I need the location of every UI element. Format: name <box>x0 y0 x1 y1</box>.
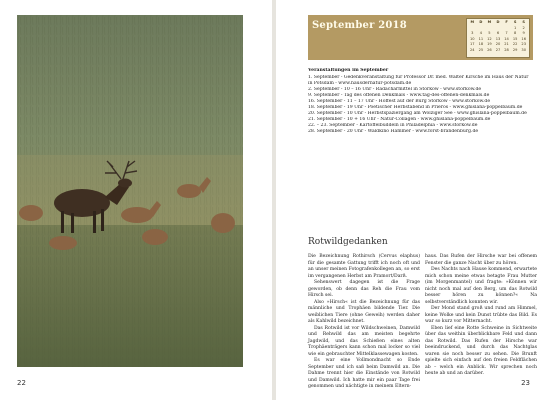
article-title: Rotwildgedanken <box>308 237 388 247</box>
calendar-day: 29 <box>512 47 518 52</box>
article-paragraph: Sehenswert dagegen ist die Frage geworden, ob denn das Reh die Frau vom Hirsch sei. <box>308 280 420 298</box>
calendar-day: 6 <box>496 31 500 35</box>
calendar-day: 2 <box>522 25 525 30</box>
calendar-day: 14 <box>504 36 509 41</box>
event-item: 2. September - 10 – 16 Uhr - Radacharmittel in Storkow - www.storkow.de <box>308 86 482 92</box>
calendar-day: 21 <box>504 42 509 46</box>
article-paragraph: Also »Hirsch« ist die Bezeichnung für das männliche und Trophäen bildende Tier. Die weiblichen Tiere (ohne Geweih) werden daher als Kahlwild bezeichnet. <box>308 299 420 324</box>
right-page <box>276 0 550 400</box>
calendar-weekday: S <box>513 20 517 24</box>
left-page <box>0 0 272 400</box>
calendar-day: 11 <box>478 36 484 41</box>
article-paragraph: Die Bezeichnung Rothirsch (Cervus elaphus) für die gesamte Gattung trifft ich noch oft und an unser meinen Fotografenkollegen an, so erst im vergangenen Herbst am Pramort/Darß. <box>308 254 420 279</box>
calendar-day: 18 <box>478 42 484 46</box>
calendar-day: 12 <box>487 36 492 41</box>
calendar-day: 13 <box>495 36 501 41</box>
calendar-weekday: F <box>505 20 508 24</box>
calendar-weekday: M <box>487 20 492 24</box>
calendar-day: 7 <box>505 31 508 35</box>
calendar-day: 22 <box>512 42 518 46</box>
calendar-day: 23 <box>521 42 526 46</box>
article-paragraph: Des Nachts nach Hause kommend, erwartete mich schon meine etwas betagte Frau Mutter (im Morgenmantel) und fragte: »Können wir nicht noch mal auf den Berg, um das Rotwild besser hören zu können?« Na selbstverständlich konnten wir. <box>425 267 537 305</box>
calendar-header <box>308 15 533 60</box>
calendar-weekday: M <box>470 20 475 24</box>
calendar-title: September 2018 <box>312 20 407 31</box>
calendar-day: 4 <box>479 31 482 35</box>
calendar-day: 16 <box>521 36 526 41</box>
events-heading: Veranstaltungen im September <box>308 68 389 73</box>
mini-calendar <box>466 18 530 58</box>
article-paragraph: Es war eine Vollmondnacht so Ende September und ich saß beim Damwild an. Die Dahme trennt hier die Einstände von Rotwild und Damwild. Ich hatte mir ein paar Tage frei genommen und nächtigte in meinem Eltern- <box>308 358 420 389</box>
event-item: 18. September - 19 Uhr - Poetischer Herbstabend in Prieros - www.ghislana-poppelbaum.de <box>308 104 523 110</box>
calendar-day: 27 <box>495 47 501 52</box>
calendar-day: 1 <box>513 25 517 30</box>
calendar-day: 25 <box>478 47 484 52</box>
calendar-day: 8 <box>513 31 517 35</box>
calendar-weekday: D <box>479 20 483 24</box>
calendar-day: 17 <box>469 42 475 46</box>
red-deer-photo <box>17 15 243 367</box>
article-column-2 <box>425 254 537 378</box>
event-item: in Potsdam - www.hausdernatur-potsdam.de <box>308 80 412 86</box>
calendar-day: 30 <box>521 47 526 52</box>
article-paragraph: Das Rotwild ist vor Wildschweinen, Damwild und Rehwild das am meisten begehrte Jagdwild, und das Schießen eines alten Trophäenträgers kann schon mal locker so viel wie ein gebrauchter Mittelklassewagen kosten. <box>308 325 420 357</box>
event-item: 20. September - 10 Uhr - Herbstspaziergang am Wolziger See - www.ghislana-poppelbaum.de <box>308 110 527 116</box>
calendar-weekday: D <box>496 20 500 24</box>
calendar-day: 3 <box>471 31 474 35</box>
page-number-right: 23 <box>521 379 530 387</box>
article-paragraph: haus. Das Rufen der Hirsche war bei offenem Fenster die ganze Nacht über zu hören. <box>425 254 537 266</box>
calendar-day: 20 <box>495 42 501 46</box>
events-list <box>308 68 540 135</box>
event-item: 9. September - Tag des offenen Denkmals - www.tag-des-offenen-denkmals.de <box>308 92 490 98</box>
calendar-day: 5 <box>488 31 491 35</box>
event-item: 16. September - 11 – 17 Uhr - Hoffest auf der Burg Storkow - www.storkow.de <box>308 98 491 104</box>
event-item: 21. September - 10 + 16 Uhr - Natur-Collagen - www.ghislana-poppelbaum.de <box>308 116 491 122</box>
article-paragraph: Der Mond stand groß und rund am Himmel, keine Wolke und kein Dunst trübte das Bild. Es war so kurz vor Mitternacht. <box>425 306 537 324</box>
calendar-day: 19 <box>487 42 492 46</box>
event-item: 22. – 23. September - Kartoffelbuddeln in Philadelphia - www.storkow.de <box>308 122 478 128</box>
calendar-weekday: S <box>522 20 525 24</box>
article-paragraph: Eben lief eine Rotte Schweine in Sichtweite über das weithin überblickbare Feld und dann das Rotwild. Das Rufen der Hirsche war beeindruckend, und durch das Nachtglas waren sie noch besser zu sehen. Die Brunft spielte sich einfach auf den freien Feldflächen ab – welch ein Anblick. Wir sprechen noch heute ab und an darüber. <box>425 325 537 376</box>
calendar-day: 9 <box>522 31 525 35</box>
calendar-day: 28 <box>504 47 509 52</box>
event-item: 28. September - 20 Uhr - Waldkino Hammer - www.forst-brandenburg.de <box>308 128 479 134</box>
calendar-day: 26 <box>487 47 492 52</box>
event-item: 1. September - Gedenkveranstaltung für Professor Dr. med. Walter Kirsche im Haus der Natur <box>308 74 529 80</box>
calendar-day: 24 <box>469 47 475 52</box>
calendar-day: 10 <box>469 36 475 41</box>
page-number-left: 22 <box>17 379 26 387</box>
article-column-1 <box>308 254 420 391</box>
calendar-day: 15 <box>512 36 518 41</box>
